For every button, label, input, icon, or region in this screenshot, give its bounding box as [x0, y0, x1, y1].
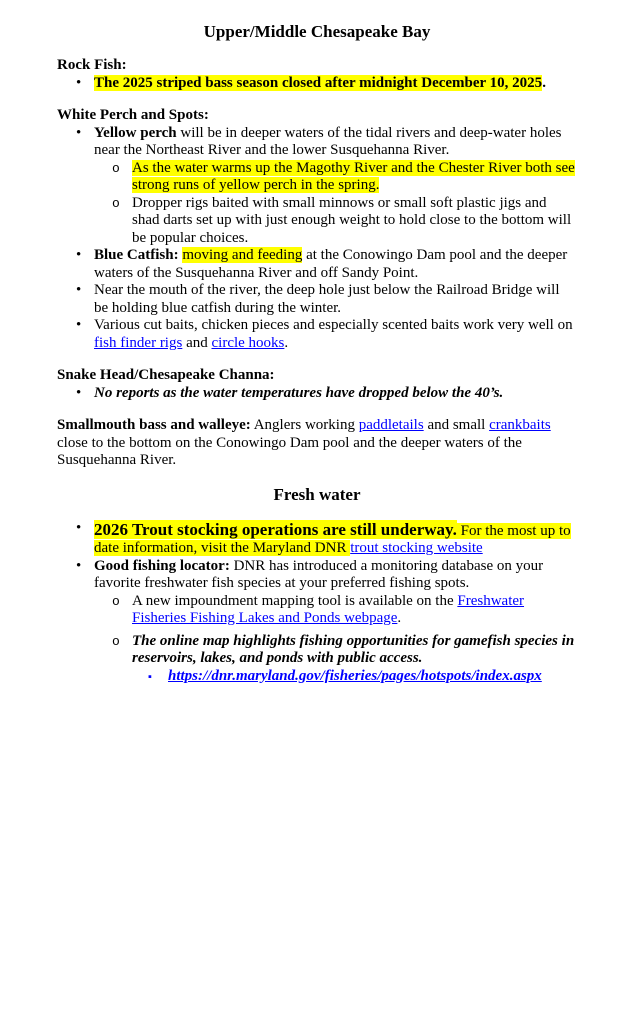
text-run: and small — [423, 417, 490, 433]
list-item — [57, 520, 577, 558]
text-run: Smallmouth bass and walleye: — [57, 417, 251, 433]
text-run: Yellow perch — [94, 124, 177, 141]
text-run: Blue Catfish: — [94, 247, 179, 263]
bullet-icon: • — [76, 247, 82, 263]
circle-bullet-icon: o — [112, 160, 120, 176]
list-item — [57, 160, 577, 195]
heading-text: White Perch and Spots: — [57, 107, 209, 123]
list-item — [57, 195, 577, 248]
text-run: close to the bottom on the Conowingo Dam pool and the deeper waters of the Susquehanna River. — [57, 434, 522, 468]
list-item — [57, 668, 577, 686]
section-heading-rockfish — [57, 57, 577, 75]
link-hotspots-url[interactable]: https://dnr.maryland.gov/fisheries/pages/hotspots/index.aspx — [168, 667, 542, 684]
circle-bullet-icon: o — [112, 633, 120, 649]
link-crankbaits[interactable]: crankbaits — [489, 417, 551, 433]
text-run: at the Conowingo Dam pool and the deeper waters of the Susquehanna River and off Sandy Point. — [94, 247, 568, 281]
link-fish-finder-rigs[interactable]: fish finder rigs — [94, 334, 183, 351]
text-run: 2026 Trout stocking operations are still underway. — [94, 519, 457, 539]
text-run: Good fishing locator: — [94, 557, 230, 574]
list-item — [57, 317, 577, 352]
list-item — [57, 385, 577, 403]
link-trout-stocking-website[interactable]: trout stocking website — [350, 540, 483, 556]
circle-bullet-icon: o — [112, 593, 120, 609]
list-item — [57, 75, 577, 93]
bullet-icon: • — [76, 282, 82, 298]
text-run: The online map highlights fishing opportunities for gamefish species in reservoirs, lakes, and ponds with public access. — [132, 632, 575, 666]
list-item — [57, 593, 577, 628]
heading-text: Rock Fish: — [57, 57, 127, 73]
text-run: The 2025 striped bass season closed after midnight December 10, 2025 — [94, 74, 543, 91]
link-paddletails[interactable]: paddletails — [358, 417, 424, 433]
list-item — [57, 125, 577, 160]
bullet-icon: • — [76, 124, 82, 141]
section-heading-snakehead — [57, 367, 577, 385]
link-circle-hooks[interactable]: circle hooks — [211, 334, 285, 351]
text-run: No reports as the water temperatures have dropped below the 40’s. — [94, 384, 504, 401]
smallmouth-paragraph — [57, 417, 577, 470]
link-freshwater-fisheries-webpage[interactable]: Freshwater Fisheries Fishing Lakes and Ponds webpage — [132, 592, 525, 626]
text-run: and — [182, 334, 212, 351]
text-run: will be in deeper waters of the tidal rivers and deep-water holes near the Northeast River and the lower Susquehanna River. — [94, 124, 562, 158]
text-run: Near the mouth of the river, the deep hole just below the Railroad Bridge will be holding blue catfish during the winter. — [94, 282, 560, 316]
list-item — [57, 558, 577, 593]
text-run: Dropper rigs baited with small minnows or small soft plastic jigs and shad darts set up with just enough weight to hold close to the bottom will be popular choices. — [132, 194, 572, 246]
text-run: As the water warms up the Magothy River and the Chester River both see strong runs of yellow perch in the spring. — [132, 159, 575, 193]
text-run: DNR has introduced a monitoring database on your favorite freshwater fish species at your preferred fishing spots. — [94, 557, 544, 591]
text-run: Anglers working — [250, 417, 359, 433]
text-run: . — [284, 334, 289, 351]
bullet-icon: • — [76, 519, 82, 536]
text-run: For the most up to date information, visit the Maryland DNR — [94, 522, 571, 556]
bullet-icon: • — [76, 557, 82, 574]
list-item — [57, 633, 577, 668]
bullet-icon: • — [76, 74, 82, 91]
section-heading-fresh-water — [57, 485, 577, 505]
list-item — [57, 282, 577, 317]
text-run: . — [542, 74, 546, 91]
section-heading-white-perch — [57, 107, 577, 125]
title-text: Upper/Middle Chesapeake Bay — [203, 22, 431, 41]
list-item — [57, 247, 577, 282]
square-bullet-icon: ▪ — [148, 670, 152, 683]
text-run: moving and feeding — [182, 247, 303, 263]
text-run: Various cut baits, chicken pieces and especially scented baits work very well on — [94, 317, 573, 333]
bullet-icon: • — [76, 317, 82, 333]
bullet-icon: • — [76, 384, 82, 401]
text-run: . — [397, 610, 402, 626]
page-title — [57, 22, 577, 42]
text-run: A new impoundment mapping tool is available on the — [132, 592, 458, 609]
heading-text: Fresh water — [273, 484, 361, 504]
circle-bullet-icon: o — [112, 195, 120, 211]
heading-text: Snake Head/Chesapeake Channa: — [57, 367, 275, 383]
